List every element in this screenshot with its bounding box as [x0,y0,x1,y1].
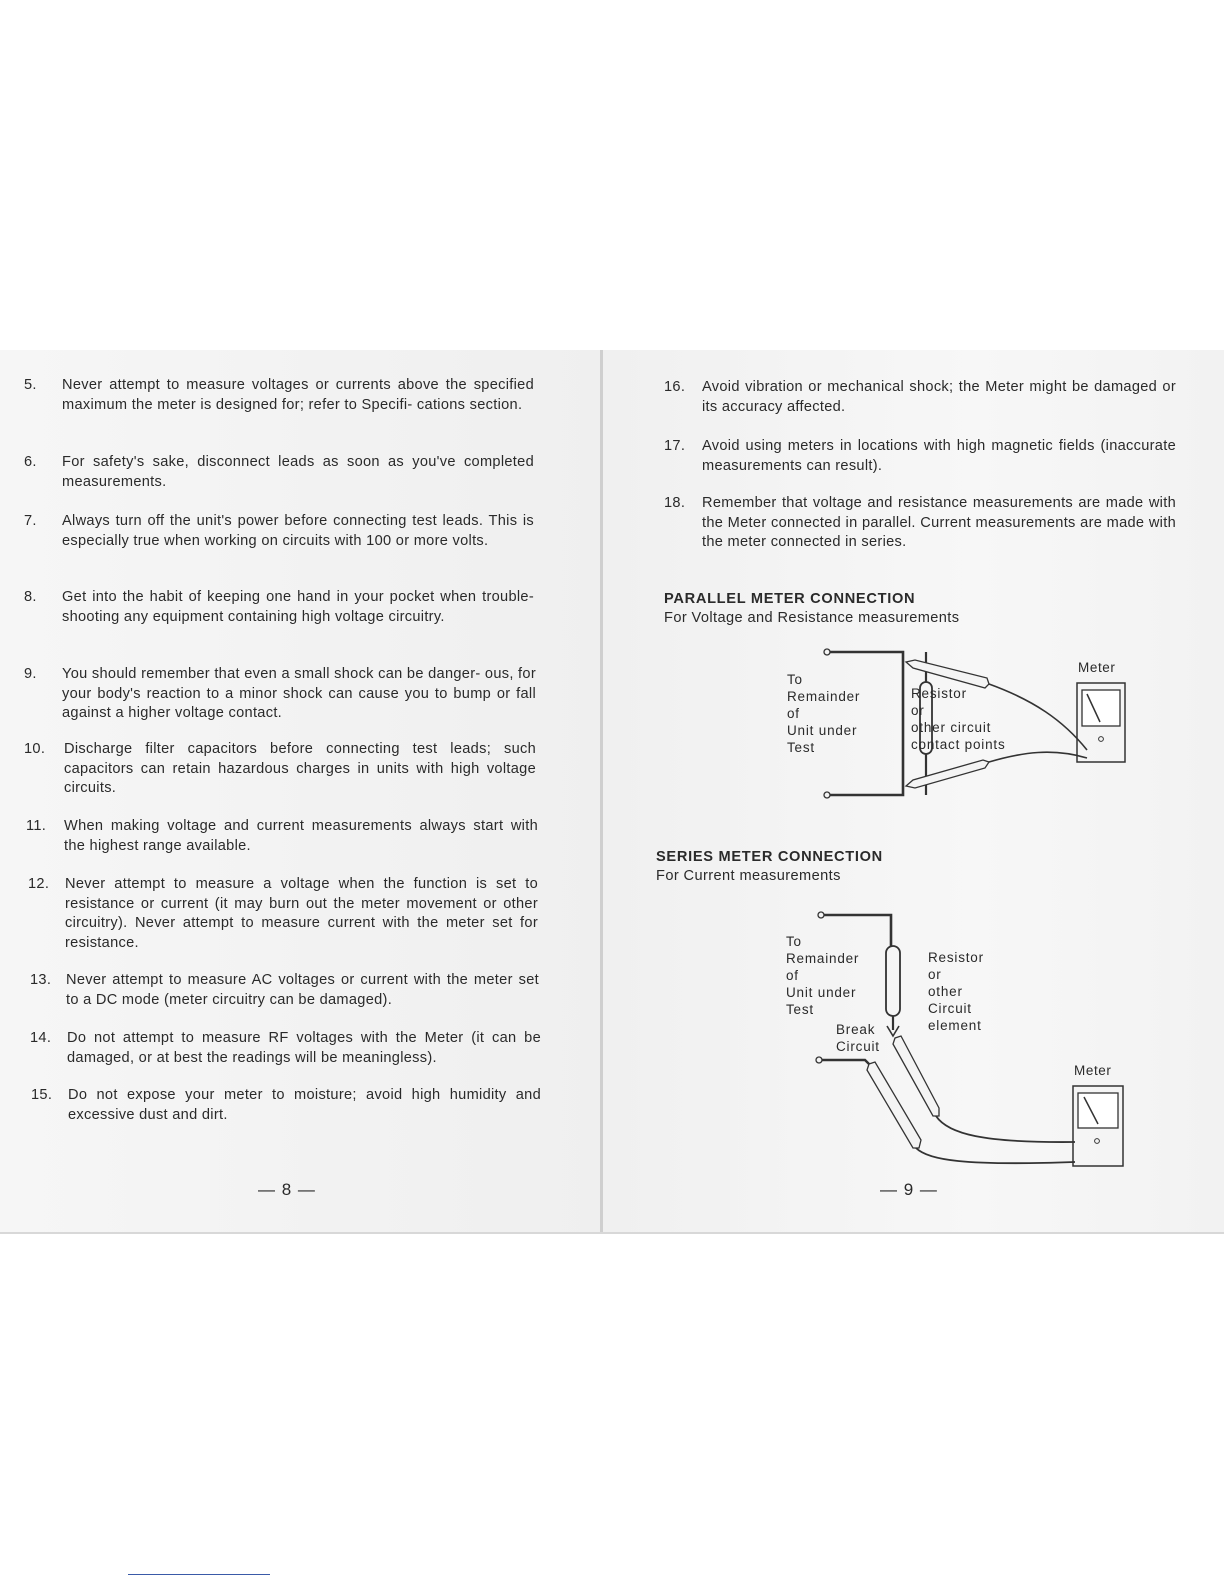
resistor-label-line: Resistor [928,950,984,965]
item-text: Remember that voltage and resistance measurements are made with the Meter connected in parallel. Current measurements are made with the meter connected in series. [702,495,1176,550]
resistor-body [886,946,900,1016]
unit-label-line: of [786,968,799,983]
series-heading: SERIES METER CONNECTION [656,849,883,865]
blue-rule [128,1574,270,1575]
item-number: 16. [664,379,686,395]
probe-bottom [906,760,989,788]
break-label-line: Circuit [836,1039,880,1054]
item-text: Never attempt to measure a voltage when the function is set to resistance or current (it may burn out the meter movement or other circuitry). Never attempt to measure current with the meter set for resistance. [65,876,538,951]
item-text: Do not expose your meter to moisture; avoid high humidity and excessive dust and dirt. [68,1087,541,1123]
probe-lead-right [936,1116,1075,1142]
unit-label-line: of [787,706,800,721]
probe-top [906,660,989,688]
item-number: 8. [24,589,37,605]
terminal-bottom [824,792,830,798]
item-text: Get into the habit of keeping one hand in your pocket when trouble-shooting any equipment containing high voltage circuitry. [62,589,534,625]
unit-label-line: Test [786,1002,814,1017]
page-number-9: — 9 — [880,1180,938,1199]
unit-label-line: Remainder [786,951,860,966]
break-label-line: Break [836,1022,876,1037]
unit-label-line: Unit under [786,985,857,1000]
unit-label-line: To [786,934,802,949]
item-number: 6. [24,454,37,470]
item-text: When making voltage and current measurements always start with the highest range available. [64,818,538,854]
terminal-bottom [816,1057,822,1063]
series-connection-diagram [603,898,1224,1178]
series-subheading: For Current measurements [656,868,841,884]
meter-knob [1099,737,1104,742]
circuit-wire [822,1060,871,1066]
item-number: 14. [30,1030,52,1046]
item-text: You should remember that even a small shock can be danger- ous, for your body's reaction to a minor shock can cause you to bump or fall against a higher voltage contact. [62,666,536,721]
resistor-label-line: other circuit [911,720,992,735]
probe-lead-left [916,1148,1075,1163]
resistor-label-line: other [928,984,963,999]
item-number: 7. [24,513,37,529]
item-number: 10. [24,741,46,757]
item-number: 15. [31,1087,53,1103]
item-text: Always turn off the unit's power before connecting test leads. This is especially true when working on circuits with 100 or more volts. [62,513,534,549]
item-text: Do not attempt to measure RF voltages with the Meter (it can be damaged, or at best the readings will be meaningless). [67,1030,541,1066]
parallel-connection-diagram [603,640,1224,810]
resistor-label-line: Resistor [911,686,967,701]
item-number: 18. [664,495,686,511]
item-number: 13. [30,972,52,988]
circuit-wire [824,915,891,946]
item-number: 9. [24,666,37,682]
resistor-label-line: or [911,703,925,718]
item-number: 17. [664,438,686,454]
meter-label: Meter [1074,1063,1112,1078]
unit-label-line: To [787,672,803,687]
resistor-label-line: contact points [911,737,1006,752]
resistor-label-line: or [928,967,942,982]
parallel-subheading: For Voltage and Resistance measurements [664,610,960,626]
unit-label-line: Unit under [787,723,858,738]
unit-label-line: Remainder [787,689,861,704]
page-number-8: — 8 — [258,1180,316,1199]
terminal-top [818,912,824,918]
item-text: Avoid vibration or mechanical shock; the Meter might be damaged or its accuracy affected. [702,379,1176,415]
item-text: For safety's sake, disconnect leads as soon as you've completed measurements. [62,454,534,490]
item-text: Avoid using meters in locations with high magnetic fields (inaccurate measurements can result). [702,438,1176,474]
probe-lead-bottom [989,752,1087,762]
item-text: Never attempt to measure voltages or currents above the specified maximum the meter is designed for; refer to Specifi- cations section. [62,377,534,413]
item-number: 5. [24,377,37,393]
parallel-heading: PARALLEL METER CONNECTION [664,591,916,607]
unit-label-line: Test [787,740,815,755]
item-text: Discharge filter capacitors before connecting test leads; such capacitors can retain hazardous charges in units with high voltage circuits. [64,741,536,796]
meter-label: Meter [1078,660,1116,675]
item-number: 11. [26,818,47,834]
terminal-top [824,649,830,655]
item-text: Never attempt to measure AC voltages or current with the meter set to a DC mode (meter circuitry can be damaged). [66,972,539,1008]
resistor-label-line: element [928,1018,982,1033]
resistor-label-line: Circuit [928,1001,972,1016]
item-number: 12. [28,876,50,892]
meter-knob [1095,1139,1100,1144]
booklet-spread [0,350,1224,1234]
